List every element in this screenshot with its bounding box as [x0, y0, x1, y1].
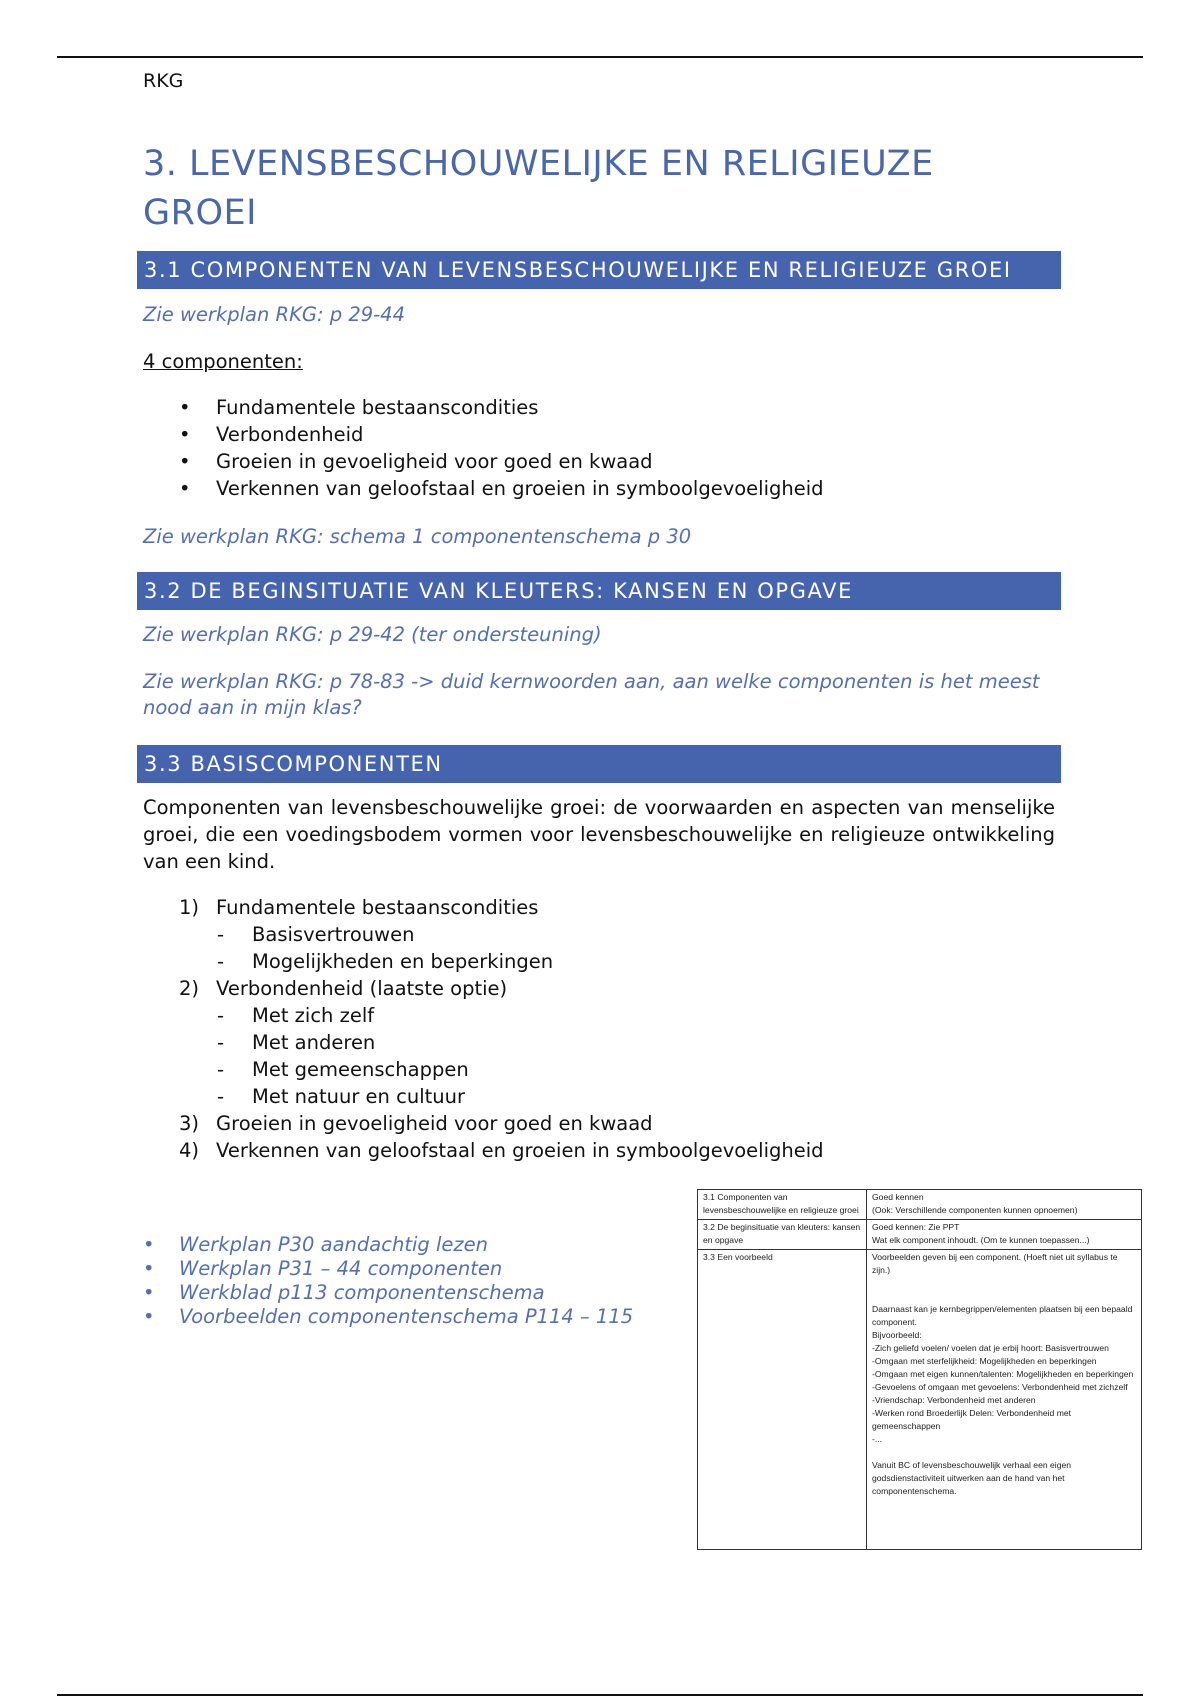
list-item: • Voorbeelden componentenschema P114 – 115: [143, 1305, 633, 1329]
page-title: 3. LEVENSBESCHOUWELIJKE EN RELIGIEUZE GROEI: [143, 144, 934, 233]
reference-text: Zie werkplan RKG: p 29-42 (ter ondersteuning): [143, 623, 602, 646]
section-heading-3-1: 3.1 COMPONENTEN VAN LEVENSBESCHOUWELIJKE EN RELIGIEUZE GROEI: [137, 251, 1061, 289]
item-label: Fundamentele bestaanscondities: [216, 896, 539, 919]
section-heading-3-3: 3.3 BASISCOMPONENTEN: [137, 745, 1061, 783]
table-cell: Goed kennen: Zie PPT Wat elk component inhoudt. (Om te kunnen toepassen...): [867, 1220, 1142, 1250]
table-cell: 3.1 Componenten van levensbeschouwelijke en religieuze groei: [698, 1190, 867, 1220]
table-cell: 3.2 De beginsituatie van kleuters: kansen en opgave: [698, 1220, 867, 1250]
sub-item: - Met natuur en cultuur: [143, 1083, 824, 1110]
section-heading-3-2: 3.2 DE BEGINSITUATIE VAN KLEUTERS: KANSEN EN OPGAVE: [137, 572, 1061, 610]
item-label: Verbondenheid (laatste optie): [216, 977, 508, 1000]
list-item: [143, 894, 824, 975]
list-item: • Werkblad p113 componentenschema: [143, 1281, 633, 1305]
table-cell: 3.3 Een voorbeeld: [698, 1250, 867, 1550]
reading-links-list: [143, 1233, 633, 1329]
table-row: [698, 1250, 1142, 1550]
bottom-rule: [57, 1694, 1143, 1696]
list-item: • Fundamentele bestaanscondities: [143, 394, 824, 421]
reference-text: Zie werkplan RKG: p 29-44: [143, 303, 405, 326]
item-number: 3): [179, 1112, 200, 1135]
item-number: 4): [179, 1139, 200, 1162]
list-item: [143, 1110, 824, 1137]
table-cell: Goed kennen (Ook: Verschillende componenten kunnen opnoemen): [867, 1190, 1142, 1220]
sub-item: - Basisvertrouwen: [143, 921, 824, 948]
table-cell: Voorbeelden geven bij een component. (Hoeft niet uit syllabus te zijn.) Daarnaast kan je kernbegrippen/elementen plaatsen bij een bepaald component. Bijvoorbeeld: -Zich geliefd voelen/ voelen dat je erbij hoort: Basisvertrouwen -Omgaan met sterfelijkheid: Mogelijkheden en beperkingen -Omgaan met eigen kunnen/talenten: Mogelijkheden en beperkingen -Gevoelens of omgaan met gevoelens: Verbondenheid met zichzelf -Vriendschap: Verbondenheid met anderen -Werken rond Broederlijk Delen: Verbondenheid met gemeenschappen -... Vanuit BC of levensbeschouwelijk verhaal een eigen godsdienstactiviteit uitwerken aan de hand van het componentenschema.: [867, 1250, 1142, 1550]
top-rule: [57, 56, 1143, 58]
list-item: • Werkplan P30 aandachtig lezen: [143, 1233, 633, 1257]
sub-item: - Met zich zelf: [143, 1002, 824, 1029]
basic-components-list: [143, 894, 824, 1164]
list-item: • Verkennen van geloofstaal en groeien in symboolgevoeligheid: [143, 475, 824, 502]
item-number: 1): [179, 896, 200, 919]
table-row: [698, 1220, 1142, 1250]
overview-table: [697, 1189, 1142, 1550]
item-label: Groeien in gevoeligheid voor goed en kwaad: [216, 1112, 653, 1135]
list-item: [143, 1137, 824, 1164]
list-item: • Werkplan P31 – 44 componenten: [143, 1257, 633, 1281]
list-item: • Groeien in gevoeligheid voor goed en kwaad: [143, 448, 824, 475]
reference-text: Zie werkplan RKG: schema 1 componentenschema p 30: [143, 525, 692, 548]
sub-item: - Mogelijkheden en beperkingen: [143, 948, 824, 975]
item-number: 2): [179, 977, 200, 1000]
sub-item: - Met gemeenschappen: [143, 1056, 824, 1083]
item-label: Verkennen van geloofstaal en groeien in symboolgevoeligheid: [216, 1139, 824, 1162]
list-item: • Verbondenheid: [143, 421, 824, 448]
table-row: [698, 1190, 1142, 1220]
intro-paragraph: Componenten van levensbeschouwelijke groei: de voorwaarden en aspecten van menselijke groei, die een voedingsbodem vormen voor levensbeschouwelijke en religieuze ontwikkeling van een kind.: [143, 796, 1055, 873]
header-label: RKG: [143, 70, 184, 92]
sub-item: - Met anderen: [143, 1029, 824, 1056]
components-list: [143, 394, 824, 502]
list-title: 4 componenten:: [143, 350, 303, 373]
reference-text: Zie werkplan RKG: p 78-83 -> duid kernwoorden aan, aan welke componenten is het meest nood aan in mijn klas?: [143, 670, 1040, 719]
list-item: [143, 975, 824, 1110]
